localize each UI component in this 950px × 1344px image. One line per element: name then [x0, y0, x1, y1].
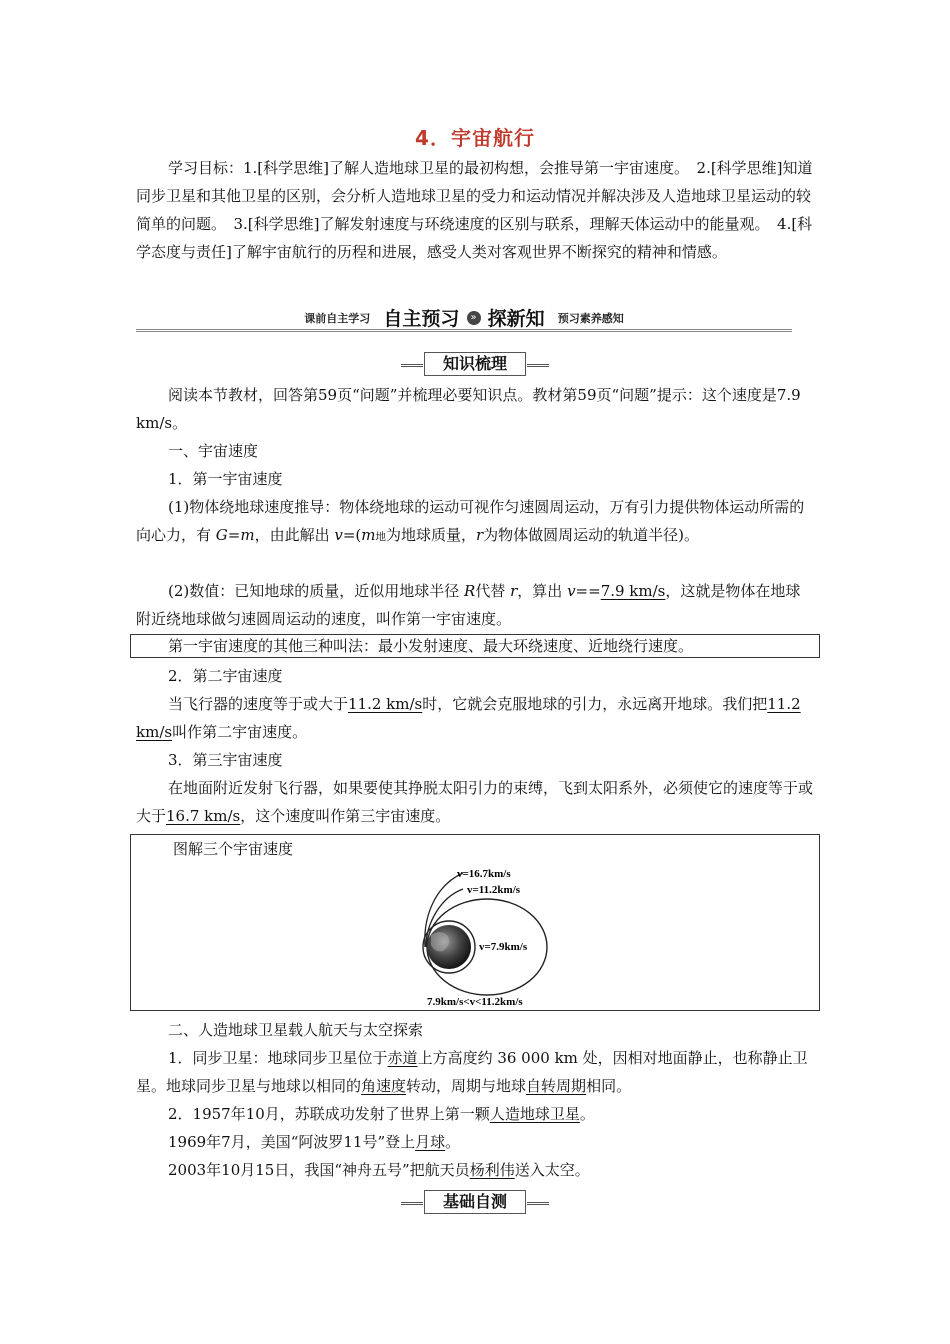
heading-second-velocity: 2．第二宇宙速度 [168, 667, 283, 685]
intro-paragraph: 阅读本节教材，回答第59页“问题”并梳理必要知识点。教材第59页“问题”提示：这个速度是7.9 km/s。 [136, 386, 801, 432]
label-v1: v=7.9km/s [479, 941, 528, 953]
cosmic-velocity-diagram [131, 835, 819, 1010]
first-velocity-value: (2)数值：已知地球的质量，近似用地球半径 R代替 r，算出 v==7.9 km/s，这就是物体在地球附近绕地球做匀速圆周运动的速度，叫作第一宇宙速度。 [136, 582, 801, 628]
note-text: 第一宇宙速度的其他三种叫法：最小发射速度、最大环绕速度、近地绕行速度。 [168, 637, 694, 655]
banner-main-1: 自主预习 [383, 308, 460, 330]
heading-satellites: 二、人造地球卫星载人航天与太空探索 [168, 1021, 424, 1039]
history-1957: 2．1957年10月，苏联成功发射了世界上第一颗人造地球卫星。 [168, 1105, 595, 1123]
chevron-right-icon: » [467, 311, 481, 325]
section-banner [136, 300, 792, 332]
note-box [130, 634, 820, 658]
figure-box [130, 834, 820, 1011]
label-range: 7.9km/s<v<11.2km/s [427, 996, 523, 1008]
second-velocity-paragraph: 当飞行器的速度等于或大于11.2 km/s时，它就会克服地球的引力，永远离开地球。我们把11.2 km/s叫作第二宇宙速度。 [136, 695, 801, 741]
banner-right-label: 预习素养感知 [557, 311, 624, 325]
section-heading-knowledge [0, 352, 950, 376]
section-heading-selftest [0, 1190, 950, 1214]
banner-divider [136, 329, 792, 332]
label-v2: v=11.2km/s [467, 884, 521, 896]
heading-first-velocity: 1．第一宇宙速度 [168, 470, 283, 488]
sync-satellite-paragraph: 1．同步卫星：地球同步卫星位于赤道上方高度约 36 000 km 处，因相对地面静止，也称静止卫星。地球同步卫星与地球以相同的角速度转动，周期与地球自转周期相同。 [136, 1049, 808, 1095]
third-velocity-paragraph: 在地面附近发射飞行器，如果要使其挣脱太阳引力的束缚，飞到太阳系外，必须使它的速度等于或大于16.7 km/s，这个速度叫作第三宇宙速度。 [136, 779, 814, 825]
first-velocity-derivation: (1)物体绕地球速度推导：物体绕地球的运动可视作匀速圆周运动，万有引力提供物体运动所需的向心力，有 G=m，由此解出 v=(m地为地球质量，r为物体做圆周运动的轨道半径)。 [136, 498, 805, 544]
heading-cosmic-velocity: 一、宇宙速度 [168, 442, 259, 460]
learning-objectives: 学习目标：1.[科学思维]了解人造地球卫星的最初构想，会推导第一宇宙速度。 2.[科学思维]知道同步卫星和其他卫星的区别，会分析人造地球卫星的受力和运动情况并解决涉及人造地球卫星运动的较简单的问题。 3.[科学思维]了解发射速度与环绕速度的区别与联系，理解天体运动中的能量观。 4.[科学态度与责任]了解宇宙航行的历程和进展，感受人类对客观世界不断探究的精神和情感。 [136, 159, 813, 261]
heading-third-velocity: 3．第三宇宙速度 [168, 751, 283, 769]
history-2003: 2003年10月15日，我国“神舟五号”把航天员杨利伟送入太空。 [168, 1161, 590, 1179]
history-1969: 1969年7月，美国“阿波罗11号”登上月球。 [168, 1133, 461, 1151]
label-v3: v=16.7km/s [457, 868, 511, 880]
section-heading-label: 知识梳理 [442, 354, 507, 373]
figure-title: 图解三个宇宙速度 [173, 840, 294, 858]
banner-left-label: 课前自主学习 [304, 311, 371, 325]
section-heading-label: 基础自测 [442, 1192, 507, 1211]
page-title: 4．宇宙航行 [415, 126, 535, 150]
banner-main-2: 探新知 [487, 308, 545, 330]
